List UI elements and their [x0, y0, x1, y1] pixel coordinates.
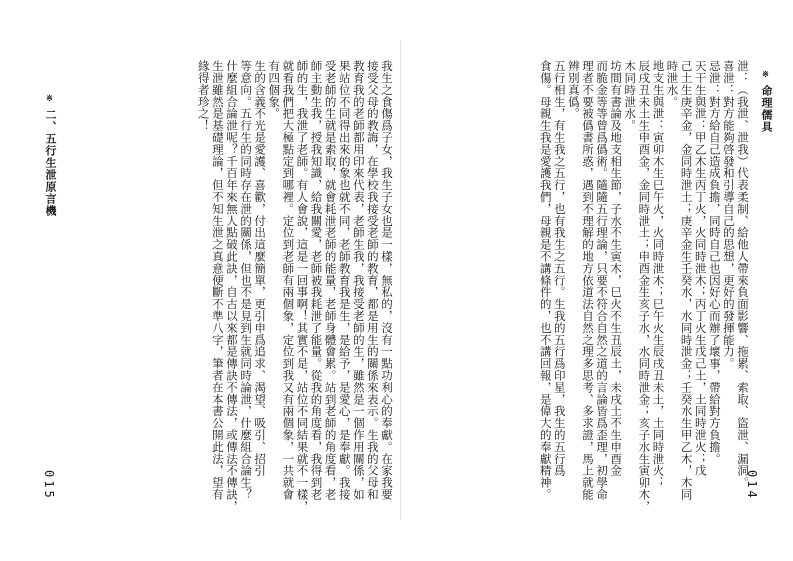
- right-page: [408, 60, 748, 520]
- left-page: [70, 60, 392, 520]
- text-column: 辰戌丑未土生申酉金，金同時泄土；申酉金生亥子水，水同時泄金；亥子水生寅卯木，: [637, 60, 652, 513]
- right-page-text: [539, 60, 748, 520]
- left-page-text: [197, 60, 392, 520]
- text-column: 教育我的老師都用印來代表，老師生我，我接受老師的生，雖然是一個作用關係，如: [351, 60, 366, 501]
- text-column: 生泄雖然是基礎理論，但不知生泄之真意便斷不準八字，筆者在本書公開此法，望有: [210, 60, 225, 501]
- text-column: 什麼組合論泄呢？千百年來無人點破此訣，自古以來都是傳訣不傳法，或傳法不傳訣，: [224, 60, 239, 513]
- text-column: 泄：（我泄、泄我）代表柔制、給他人帶來負面影響、拖累、索取、盜泄、漏洞。: [736, 60, 750, 489]
- text-column: 食傷。母親生我是愛護我們，母親是不講條件的，也不講回報，是偉大的奉獻精神。: [538, 60, 553, 501]
- text-column: 緣得者珍之！: [196, 60, 211, 132]
- right-header-text: 命理儒具: [760, 84, 773, 133]
- text-column: 等意向。五行生的同時存在泄的關係，但也不是見到生就同時論泄，什麼組合論生？: [239, 60, 254, 501]
- text-column: 果站位不同得出來的象也就不同，老師教育我是生，是給予，是愛心，是奉獻。我接: [337, 60, 352, 501]
- text-column: 木同時泄水。: [623, 60, 638, 132]
- spine-shadow: [400, 40, 401, 520]
- page-number-right: 014: [745, 470, 759, 501]
- text-column: 地支生與泄：寅卯木生巳午火，火同時泄木；巳午火生辰戌丑未土，土同時泄火；: [651, 60, 666, 489]
- text-column: 師主動生我，授我知識，給我關愛，老師被我耗泄了能量。從我的角度看，我得到老: [309, 60, 324, 501]
- text-column: 己土生庚辛金，金同時泄土；庚辛金生壬癸水，水同時泄金；壬癸水生甲乙木，木同: [679, 60, 694, 501]
- text-column: 五行相生，有生我之五行，也有我生之五行。生我的五行爲印星，我生的五行爲: [552, 60, 567, 477]
- text-column: 我生之食傷爲子女，我生子女也是一樣，無私的，沒有一點功利心的奉獻。在家我要: [380, 60, 394, 501]
- text-column: 生的含義不光是愛護、喜歡，付出這麼簡單，更引申爲追求、渴望、吸引、招引: [253, 60, 268, 477]
- text-column: 就看我們把大極點定到哪裡。定位到老師有兩個象，定位到我又有兩個象，一共就會: [281, 60, 296, 501]
- text-column: 忌泄：對方給自己造成負擔，同時自己也因好心而辦了壞事，帶給對方負擔。: [707, 60, 722, 465]
- ornament-icon: ※: [45, 94, 55, 104]
- left-header-text: 二、五行生泄原言機: [44, 108, 57, 217]
- text-column: 喜泄：對方能夠啓發和引導自己的思想，更好的發揮能力。: [721, 60, 736, 370]
- text-column: 有四個象。: [267, 60, 282, 120]
- text-column: 時泄水。: [665, 60, 680, 108]
- ornament-icon: ※: [761, 70, 771, 80]
- running-header-right: [758, 70, 774, 133]
- text-column: 天干生與泄：甲乙木生丙丁火，火同時泄木；丙丁火生戊己土，土同時泄火；戊: [693, 60, 708, 477]
- running-header-left: [42, 94, 58, 217]
- text-column: 接受父母的教誨，在學校我接受老師的教育，都是用生的關係來表示。生我的父母和: [365, 60, 380, 501]
- text-column: 辨別真僞。: [566, 60, 581, 120]
- text-column: 理者不要被僞書所惑，遇到不理解的地方依道法自然之理多思考、多求證，馬上就能: [580, 60, 595, 501]
- text-column: 師的生，我泄了老師。有人會說，這是一回事啊！其實不是，站位不同結果就不一樣，: [295, 60, 310, 513]
- text-column: 坊間有書論及地支相生節，子水不生寅木，巳火不生丑辰土，未戌土不生申酉金: [609, 60, 624, 477]
- text-column: 而脆金等等曾爲僞術。隨隨五行理論，只要不符合自然之道的言論皆爲歪理，初學命: [595, 60, 610, 501]
- page-number-left: 015: [42, 470, 56, 501]
- text-column: 受老師的生就是索取，就會耗泄老師的能量，老師身體會累。站到老師的角度看，老: [323, 60, 338, 501]
